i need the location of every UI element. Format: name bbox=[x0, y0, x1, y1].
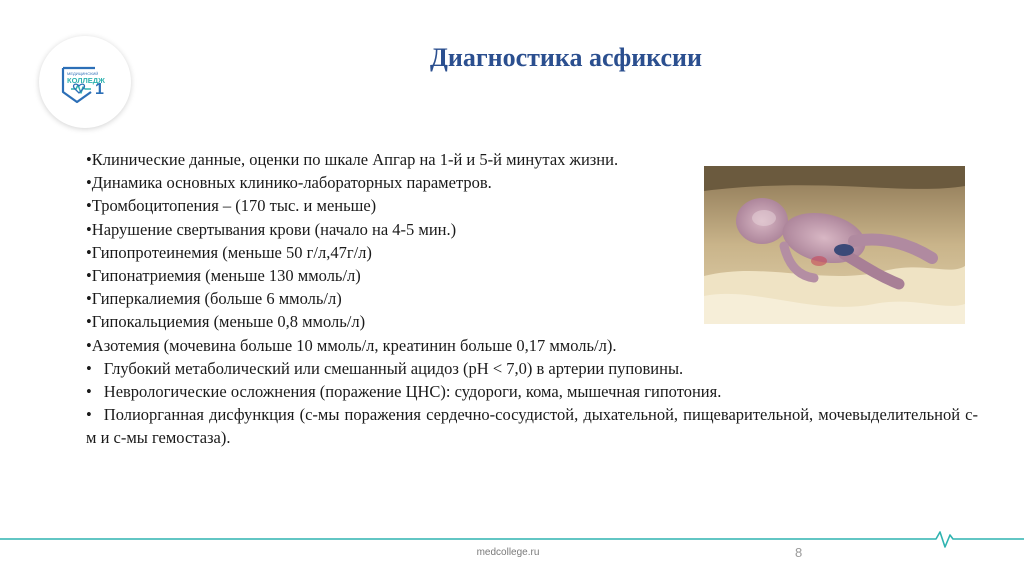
list-item: •Гипонатриемия (меньше 130 ммоль/л) bbox=[86, 266, 361, 286]
list-item: • Глубокий метаболический или смешанный ацидоз (pH < 7,0) в артерии пуповины. bbox=[86, 358, 684, 378]
footer-website: medcollege.ru bbox=[476, 547, 540, 558]
diagnostics-list bbox=[86, 148, 978, 450]
logo-main-text: КОЛЛЕДЖ bbox=[67, 76, 105, 85]
list-item: •Гиперкалиемия (больше 6 ммоль/л) bbox=[86, 289, 342, 309]
list-item: •Нарушение свертывания крови (начало на 4-5 мин.) bbox=[86, 219, 457, 239]
list-item: • Полиорганная дисфункция (с-мы поражения сердечно-сосудистой, дыхательной, пищеварительной, мочевыделительной с-м и с-мы гемостаза). bbox=[86, 405, 978, 448]
list-item: •Гипокальциемия (меньше 0,8 ммоль/л) bbox=[86, 312, 366, 332]
list-item: • Неврологические осложнения (поражение ЦНС): судороги, кома, мышечная гипотония. bbox=[86, 382, 722, 402]
logo-number: 1 bbox=[95, 81, 104, 98]
logo-small-text: МЕДИЦИНСКИЙ bbox=[67, 71, 99, 76]
list-item: •Гипопротеинемия (меньше 50 г/л,47г/л) bbox=[86, 242, 372, 262]
list-item: •Азотемия (мочевина больше 10 ммоль/л, креатинин больше 0,17 ммоль/л). bbox=[86, 335, 617, 355]
list-item: •Динамика основных клинико-лабораторных параметров. bbox=[86, 173, 492, 193]
college-logo-icon bbox=[39, 36, 131, 128]
list-item: •Клинические данные, оценки по шкале Апгар на 1-й и 5-й минутах жизни. bbox=[86, 150, 619, 169]
list-item: •Тромбоцитопения – (170 тыс. и меньше) bbox=[86, 196, 377, 216]
slide-title: Диагностика асфиксии bbox=[429, 43, 703, 72]
college-logo bbox=[39, 36, 131, 128]
page-number: 8 bbox=[795, 545, 803, 560]
